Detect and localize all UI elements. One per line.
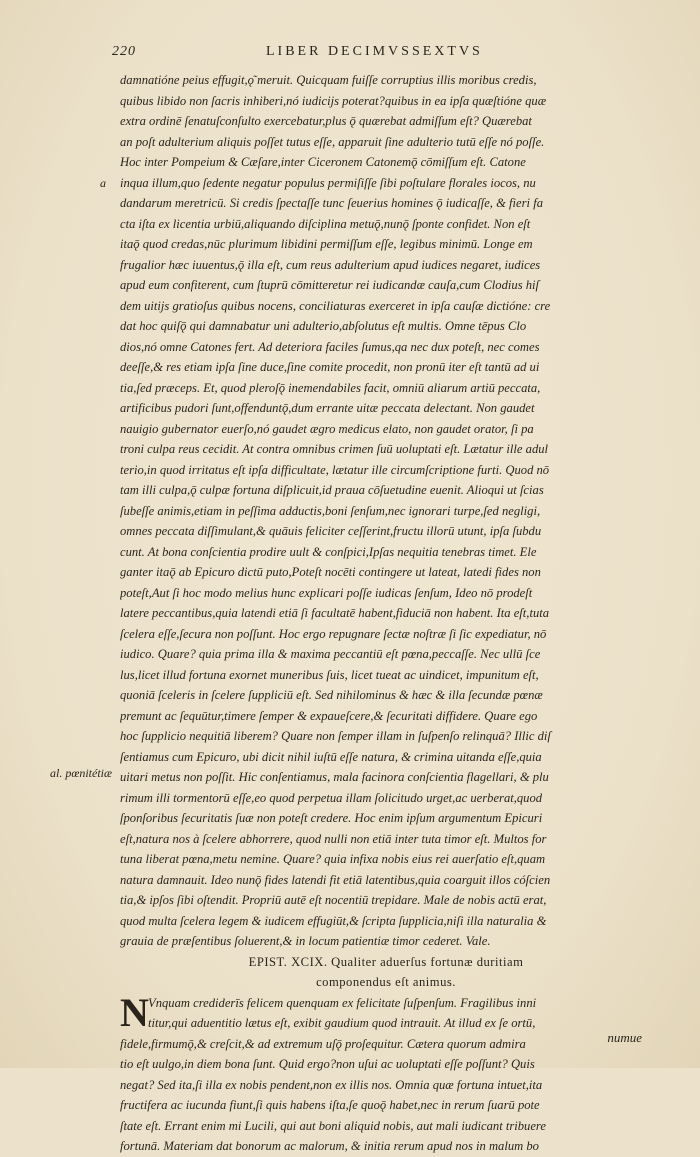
text-line: ganter itaǭ ab Epicuro dictū puto,Poteſt nocēti contingere ut lateat, latedi fides non (120, 565, 541, 579)
text-line: troni culpa reus cecidit. At contra omnibus crimen ſuū uoluptati eſt. Lætatur ille adul (120, 442, 549, 456)
text-line: nauigio gubernator euerſo,nó gaudet ægro medicus elato, non gaudet orator, ſi pa (120, 421, 534, 436)
text-line: dios,nó omne Catones fert. Ad deteriora faciles ſumus,qa nec dux poteſt, nec comes (120, 339, 540, 354)
letter-block (120, 989, 652, 1157)
text-line: extra ordinē ſenatuſconſulto exercebatur,plus ǭ quærebat admiſſum eſt? Quærebat (120, 114, 532, 128)
text-line: quoniā ſceleris in ſcelere ſuppliciū eſt. Sed nihilominus & hæc & illa ſecundæ pœnæ (120, 688, 543, 702)
text-line: tio eſt uulgo,in diem bona ſunt. Quid ergo?non uſui ac uoluptati eſſe poſſunt? Quis (120, 1057, 535, 1071)
text-line: lus,licet illud fortuna exornet muneribus ſuis, licet tueat ac uindicet, impunitum eſt, (120, 667, 539, 682)
text-line: hoc ſupplicio nequitiā liberem? Quare non ſemper illam in ſuſpenſo relinquā? Illic diſ (120, 729, 551, 743)
folio-number: 220 (112, 44, 136, 59)
text-line: poteſt,Aut ſi hoc modo melius hunc explicari poſſe iudicas ſenſum, Ideo nō prodeſt (120, 585, 533, 600)
text-line: fortunā. Materiam dat bonorum ac malorum, & initia rerum apud nos in malum bo (120, 1139, 539, 1153)
text-line: an poſt adulterium aliquis poſſet tutus eſſe, apparuit ſine adulterio tutū eſſe nó poſſe. (120, 134, 545, 149)
running-title: LIBER DECIMVSSEXTVS (266, 44, 483, 59)
text-line: ſubeſſe animis,etiam in peſſima adductis,boni ſenſum,nec ignorari turpe,ſed negligi, (120, 503, 541, 518)
text-line: dem uitijs gratioſus quibus nocens, conciliaturas exerceret in ipſa cauſæ dictióne: cre (120, 298, 551, 313)
text-line: ſentiamus cum Epicuro, ubi dicit nihil iuſtū eſſe natura, & crimina uitanda eſſe,quia (120, 749, 542, 764)
margin-note-a: a (100, 176, 106, 190)
page-header (112, 44, 658, 64)
text-line: dandarum meretricū. Si credis ſpectaſſe tunc ſeuerius homines ǭ iudicaſſe, & fieri fa (120, 196, 543, 210)
text-line: artificibus pudori ſunt,offenduntǭ,dum errante uitæ peccata delectant. Non gaudet (120, 401, 535, 415)
text-line: negat? Sed ita,ſi illa ex nobis pendent,non ex illis nos. Omnia quæ fortuna intuet,ita (120, 1077, 543, 1092)
text-line: apud eum confiterent, cum ſtuprū cōmitteretur rei iudicandæ cauſa,cum Clodius hiſ (120, 278, 540, 292)
text-line: rimum illi tormentorū eſſe,eo quod perpetua illam ſolicitudo urget,ac uerberat,quod (120, 790, 543, 805)
text-line: ſtate eſt. Errant enim mi Lucili, qui aut boni aliquid nobis, aut mali iudicant tribuere (120, 1118, 546, 1133)
text-line: tam illi culpa,ǭ culpæ fortuna diſplicuit,id praua cōſuetudine euenit. Alioqui ut ſcias (120, 483, 544, 497)
text-line: quod multa ſcelera legem & iudicem effugiūt,& ſcripta ſupplicia,niſi illa naturalia & (120, 913, 547, 928)
text-line: cunt. At bona conſcientia prodire uult & conſpici,Ipſas nequitia tenebras timet. Ele (120, 544, 537, 559)
text-line: deeſſe,& res etiam ipſa ſine duce,ſine comite procedit, non pronū iter eſt tantū ad ui (120, 360, 540, 374)
text-line: terio,in quod irritatus eſt ipſa difficultate, lætatur ille circumſcriptione furti. Quod nō (120, 462, 550, 477)
text-line: premunt ac ſequūtur,timere ſemper & expaueſcere,& ſecuritati diffidere. Quare ego (120, 708, 538, 723)
text-line: cta iſta ex licentia urbiū,aliquando diſciplina metuǭ,nunǭ ſponte confidet. Non eſt (120, 216, 531, 231)
text-line: natura damnauit. Ideo nunǭ fides latendi fit etiā latentibus,quia coarguit illos cóſcien (120, 872, 551, 887)
text-line: frugalior hæc iuuentus,ǭ illa eſt, cum reus adulterium apud iudices negaret, iudices (120, 257, 541, 272)
epistle-heading: EPIST. XCIX. Qualiter aduerſus fortunæ duritiam (248, 954, 524, 969)
text-line: itaǭ quod credas,nūc plurimum libidini permiſſum eſſe, legibus minimū. Longe em (120, 237, 533, 251)
text-line: Hoc inter Pompeium & Cæſare,inter Ciceronem Catonemǭ cōmiſſum eſt. Catone (120, 155, 526, 169)
text-line: tia,ſed præceps. Et, quod pleroſǭ inemendabiles facit, omniū aliarum artiū peccata, (120, 380, 541, 395)
text-line: fructifera ac iucunda fiunt,ſi quis habens iſta,ſe quoǭ habet,nec in rerum ſuarū pote (120, 1098, 540, 1112)
catchword: numue (607, 1030, 642, 1045)
text-line: quibus libido non ſacris inhiberi,nó iudicijs poterat?quibus in ea ipſa quæſtióne quæ (120, 93, 547, 108)
text-line: uitari metus non poſſit. Hic conſentiamus, mala facinora conſcientia flagellari, & plu (120, 770, 549, 784)
text-line: ſponſoribus ſecuritatis ſuæ non poteſt credere. Hoc enim ipſum argumentum Epicuri (120, 811, 543, 825)
text-line: dat hoc quiſǭ qui damnabatur uni adulterio,abſolutus eſt multis. Omne tēpus Clo (120, 319, 527, 333)
main-text (120, 70, 652, 1157)
text-line: inqua illum,quo ſedente negatur populus permiſiſſe ſibi poſtulare florales iocos, nu (120, 175, 536, 190)
epistle-heading: componendus eſt animus. (316, 975, 456, 989)
text-line: ſcelera eſſe,ſecura non poſſunt. Hoc ergo repugnare ſectæ noſtræ ſi ſic expediatur, nō (120, 626, 547, 641)
text-line: omnes peccata diſſimulant,& quāuis feliciter ceſſerint,fructu illorū utunt, ipſa ſubdu (120, 524, 542, 538)
drop-cap: N (120, 989, 149, 1035)
text-line: iudico. Quare? quia prima illa & maxima peccantiū eſt pœna,peccaſſe. Nec ullū ſce (120, 647, 541, 661)
margin-note-poenitentiae: al. pœnitétiæ (50, 766, 113, 780)
text-line: grauia de præſentibus ſoluerent,& in locum patientiæ timor cederet. Vale. (120, 934, 491, 948)
text-line: latere peccantibus,quia latendi etiā ſi facultatē habent,fiduciā non habent. Ita eſt,tuta (120, 606, 550, 620)
text-line: fidele,firmumǭ,& creſcit,& ad extremum uſǭ proſequitur. Cætera quorum admira (120, 1036, 526, 1051)
text-line: eſt,natura nos à ſcelere abhorrere, quod nulli non etiā inter tuta timor eſt. Multos for (120, 831, 547, 846)
text-line: damnatióne peius effugit,ǫ͂ meruit. Quicquam fuiſſe corruptius illis moribus credis, (120, 73, 537, 87)
text-line: titur,qui aduentitio lætus eſt, exibit gaudium quod intrauit. At illud ex ſe ortū, (148, 1016, 536, 1030)
text-line: Vnquam crediderīs felicem quenquam ex felicitate ſuſpenſum. Fragilibus inni (148, 995, 537, 1010)
text-line: tia,& ipſos ſibi oſtendit. Propriū autē eſt nocentiū trepidare. Male de nobis actū erat, (120, 893, 547, 907)
text-line: tuna liberat pœna,metu nemine. Quare? quia infixa nobis eius rei auerſatio eſt,quam (120, 852, 546, 866)
